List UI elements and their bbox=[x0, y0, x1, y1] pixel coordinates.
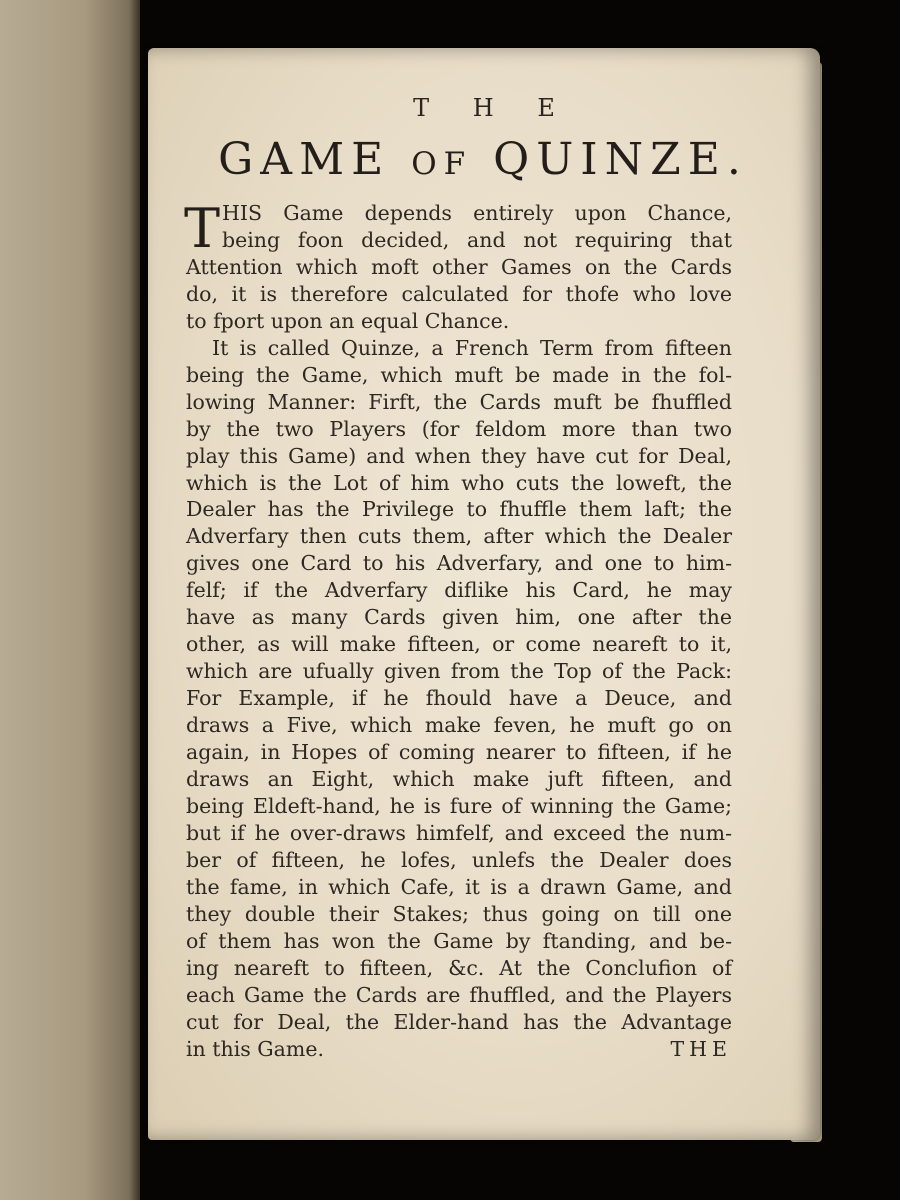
text-line: each Game the Cards are fhuffled, and the Players bbox=[186, 982, 732, 1007]
text-line: in this Game. bbox=[186, 1036, 324, 1061]
text-line: draws a Five, which make feven, he muft go on bbox=[186, 713, 732, 738]
text-line: by the two Players (for feldom more than two bbox=[186, 416, 732, 441]
text-line: ing neareft to fifteen, &c. At the Conclufion of bbox=[186, 955, 732, 980]
text-line: gives one Card to his Adverfary, and one to him- bbox=[186, 551, 732, 576]
text-line: but if he over-draws himfelf, and exceed the num- bbox=[186, 820, 732, 845]
text-line: Dealer has the Privilege to fhuffle them laft; the bbox=[186, 497, 732, 522]
text-line: being Eldeft-hand, he is fure of winning the Game; bbox=[186, 793, 732, 818]
text-line: Adverfary then cuts them, after which the Dealer bbox=[186, 524, 732, 549]
text-line: they double their Stakes; thus going on till one bbox=[186, 901, 732, 926]
page-title: GAME of QUINZE. bbox=[218, 134, 748, 185]
text-line: lowing Manner: Firft, the Cards muft be fhuffled bbox=[186, 389, 732, 414]
text-line: of them has won the Game by ftanding, and be- bbox=[186, 928, 732, 953]
catchword: THE bbox=[670, 1036, 732, 1061]
final-line bbox=[186, 1036, 732, 1063]
text-line: being the Game, which muft be made in the fol- bbox=[186, 362, 732, 387]
text-line: ber of fifteen, he lofes, unlefs the Dealer does bbox=[186, 847, 732, 872]
text-line: Attention which moft other Games on the Cards bbox=[186, 254, 732, 279]
text-line: draws an Eight, which make juft fifteen, and bbox=[186, 767, 732, 792]
text-line: play this Game) and when they have cut for Deal, bbox=[186, 443, 732, 468]
text-line: It is called Quinze, a French Term from fifteen bbox=[212, 335, 732, 360]
text-line: have as many Cards given him, one after the bbox=[186, 605, 732, 630]
drop-cap: T bbox=[184, 197, 221, 260]
text-line: cut for Deal, the Elder-hand has the Advantage bbox=[186, 1009, 732, 1034]
body-text bbox=[184, 197, 732, 1063]
text-line: HIS Game depends entirely upon Chance, bbox=[222, 201, 732, 225]
text-line: felf; if the Adverfary diflike his Card, he may bbox=[186, 578, 732, 603]
text-line: which are ufually given from the Top of the Pack: bbox=[186, 659, 732, 684]
text-line: the fame, in which Cafe, it is a drawn Game, and bbox=[186, 874, 732, 899]
text-line: again, in Hopes of coming nearer to fifteen, if he bbox=[186, 740, 732, 765]
text-line: to fport upon an equal Chance. bbox=[186, 308, 510, 333]
text-line: For Example, if he fhould have a Deuce, and bbox=[186, 686, 732, 711]
text-line: which is the Lot of him who cuts the loweft, the bbox=[186, 470, 732, 495]
facing-page bbox=[0, 0, 140, 1200]
text-line: other, as will make fifteen, or come neareft to it, bbox=[186, 632, 732, 657]
text-line: being foon decided, and not requiring that bbox=[222, 227, 732, 252]
running-head: T H E bbox=[413, 94, 573, 122]
book-page bbox=[148, 48, 820, 1140]
text-line: do, it is therefore calculated for thofe who love bbox=[186, 281, 732, 306]
